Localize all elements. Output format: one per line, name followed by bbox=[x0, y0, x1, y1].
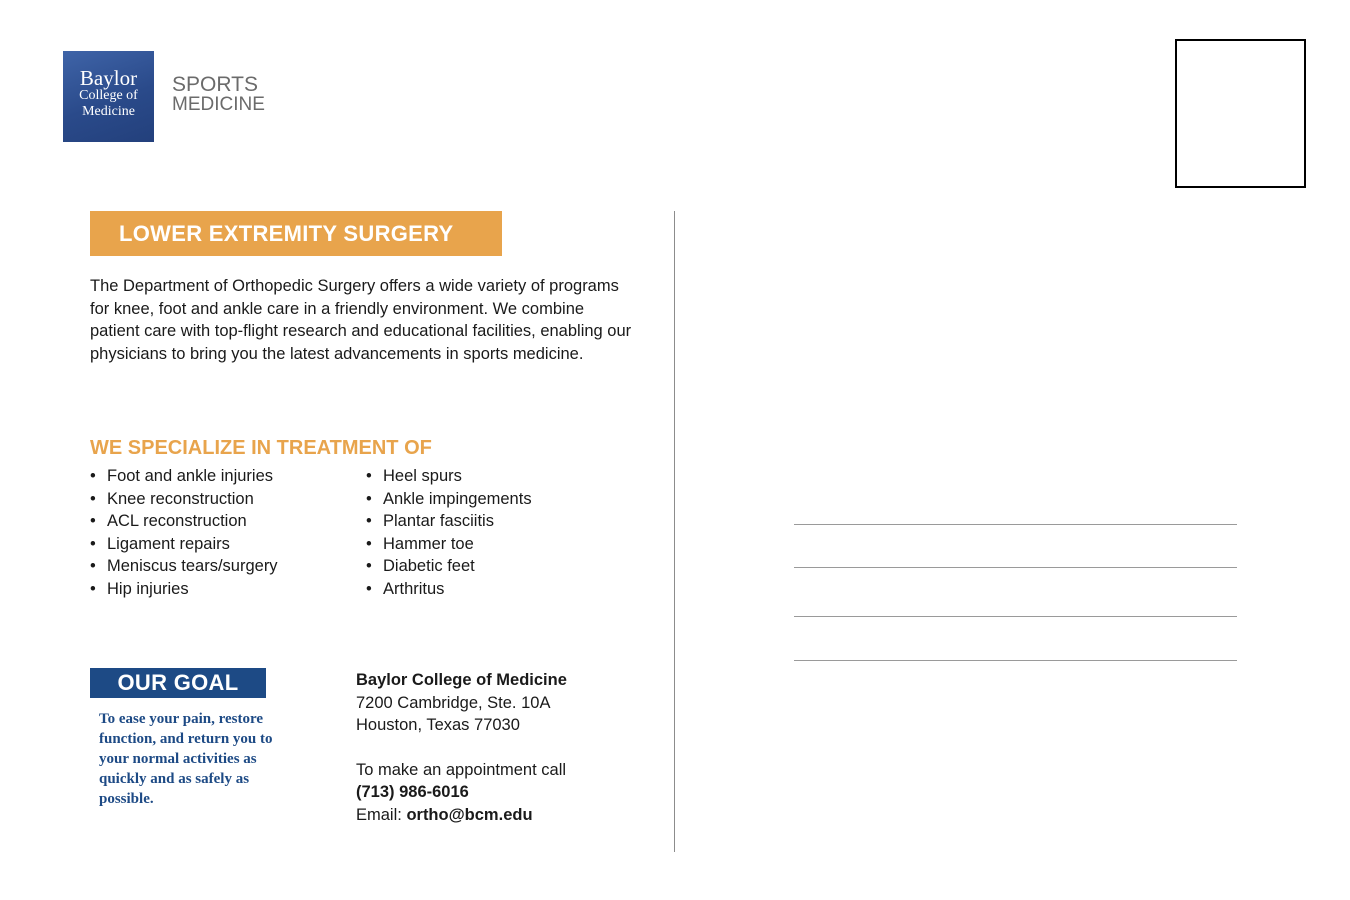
treatment-list-left bbox=[90, 465, 278, 601]
goal-heading: OUR GOAL bbox=[90, 668, 266, 698]
list-item: • Ligament repairs bbox=[90, 533, 278, 556]
goal-text: To ease your pain, restore function, and return you to your normal activities as quickly and as safely as possible. bbox=[99, 711, 273, 807]
appointment-label: To make an appointment call bbox=[356, 760, 567, 779]
list-item: • Plantar fasciitis bbox=[366, 510, 532, 533]
list-item: • Knee reconstruction bbox=[90, 488, 278, 511]
intro-paragraph: The Department of Orthopedic Surgery offers a wide variety of programs for knee, foot and ankle care in a friendly environment. We combine patient care with top-flight research and educational facilities, enabling our physicians to bring you the latest advancements in sports medicine. bbox=[90, 277, 632, 364]
logo-line-1: Baylor bbox=[79, 66, 138, 90]
stamp-placeholder bbox=[1175, 39, 1306, 188]
address-line bbox=[794, 660, 1237, 661]
address-line bbox=[794, 616, 1237, 617]
center-divider bbox=[674, 211, 675, 852]
logo-subtitle-line-1: SPORTS bbox=[172, 73, 258, 96]
email-address: ortho@bcm.edu bbox=[406, 805, 533, 824]
list-item: • Foot and ankle injuries bbox=[90, 465, 278, 488]
list-item: • Arthritus bbox=[366, 578, 532, 601]
list-item: • Meniscus tears/surgery bbox=[90, 555, 278, 578]
address-line bbox=[794, 567, 1237, 568]
list-item: • Hammer toe bbox=[366, 533, 532, 556]
contact-org: Baylor College of Medicine bbox=[356, 671, 567, 689]
email-label: Email: bbox=[356, 805, 402, 824]
phone-number: (713) 986-6016 bbox=[356, 783, 469, 801]
list-item: • Heel spurs bbox=[366, 465, 532, 488]
page-title: LOWER EXTREMITY SURGERY bbox=[90, 211, 502, 256]
logo-mark bbox=[63, 51, 154, 142]
list-item: • ACL reconstruction bbox=[90, 510, 278, 533]
logo-line-3: Medicine bbox=[82, 104, 135, 119]
contact-city: Houston, Texas 77030 bbox=[356, 716, 520, 734]
contact-street: 7200 Cambridge, Ste. 10A bbox=[356, 693, 551, 712]
email-row bbox=[356, 804, 567, 827]
logo-line-2: College of bbox=[79, 88, 138, 103]
specialize-heading: WE SPECIALIZE IN TREATMENT OF bbox=[90, 437, 432, 459]
treatment-list-right bbox=[366, 465, 532, 601]
list-item: • Hip injuries bbox=[90, 578, 278, 601]
logo-subtitle-line-2: MEDICINE bbox=[172, 94, 265, 115]
list-item: • Ankle impingements bbox=[366, 488, 532, 511]
address-line bbox=[794, 524, 1237, 525]
list-item: • Diabetic feet bbox=[366, 555, 532, 578]
logo-subtitle bbox=[172, 75, 265, 115]
contact-block bbox=[356, 669, 567, 826]
